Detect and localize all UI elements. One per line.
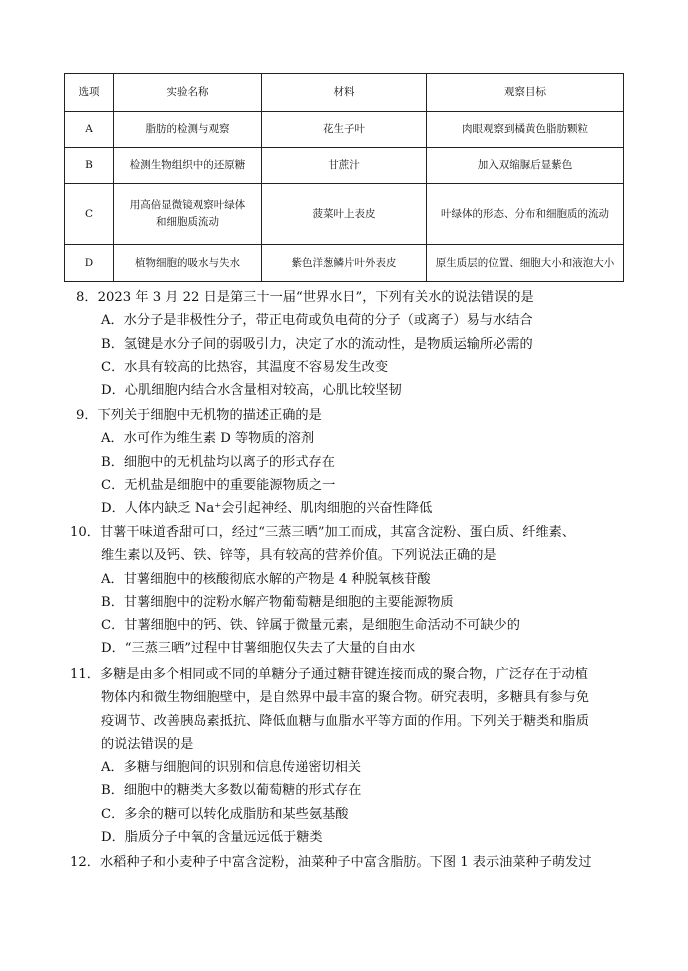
cell-option: A (65, 112, 114, 148)
question-9 (76, 404, 636, 520)
question-stem: 8．2023 年 3 月 22 日是第三十一届“世界水日”，下列有关水的说法错误的是 (76, 290, 534, 305)
option-c: C．甘薯细胞中的钙、铁、锌属于微量元素，是细胞生命活动不可缺少的 (101, 618, 520, 634)
option-d: D．心肌细胞内结合水含量相对较高，心肌比较坚韧 (101, 383, 402, 399)
cell-experiment: 植物细胞的吸水与失水 (114, 245, 262, 282)
cell-target: 原生质层的位置、细胞大小和液泡大小 (427, 245, 624, 282)
option-c: C．多余的糖可以转化成脂肪和某些氨基酸 (101, 806, 349, 822)
question-stem-cont: 维生素以及钙、铁、锌等，具有较高的营养价值。下列说法正确的是 (101, 548, 497, 564)
option-b: B．细胞中的无机盐均以离子的形式存在 (101, 454, 335, 470)
cell-option: C (65, 184, 114, 245)
table-row (65, 148, 624, 184)
option-b: B．细胞中的糖类大多数以葡萄糖的形式存在 (101, 783, 362, 799)
question-stem-cont: 物体内和微生物细胞壁中，是自然界中最丰富的聚合物。研究表明，多糖具有参与免 (101, 690, 589, 706)
option-d: D．脂质分子中氧的含量远远低于糖类 (101, 830, 323, 846)
question-10 (70, 521, 630, 661)
cell-option: B (65, 148, 114, 184)
question-stem: 12．水稻种子和小麦种子中富含淀粉，油菜种子中富含脂肪。下图 1 表示油菜种子萌发过 (70, 855, 592, 870)
question-11 (70, 663, 630, 849)
question-stem: 11．多糖是由多个相同或不同的单糖分子通过糖苷键连接而成的聚合物，广泛存在于动植 (70, 667, 588, 682)
cell-target: 叶绿体的形态、分布和细胞质的流动 (427, 184, 624, 245)
table-row (65, 112, 624, 148)
question-stem: 10．甘薯干味道香甜可口，经过“三蒸三晒”加工而成，其富含淀粉、蛋白质、纤维素、 (70, 525, 576, 540)
option-a: A．甘薯细胞中的核酸彻底水解的产物是 4 种脱氧核苷酸 (101, 571, 431, 587)
cell-experiment-line: 和细胞质流动 (156, 216, 219, 228)
table-header-row (65, 74, 624, 112)
question-stem-cont: 疫调节、改善胰岛素抵抗、降低血糖与血脂水平等方面的作用。下列关于糖类和脂质 (101, 713, 589, 729)
question-stem: 9．下列关于细胞中无机物的描述正确的是 (76, 408, 322, 423)
option-d: D．“三蒸三晒”过程中甘薯细胞仅失去了大量的自由水 (101, 641, 416, 657)
cell-experiment-line: 用高倍显微镜观察叶绿体 (129, 199, 246, 211)
option-c: C．无机盐是细胞中的重要能源物质之一 (101, 477, 336, 493)
option-a: A．多糖与细胞间的识别和信息传递密切相关 (101, 760, 362, 776)
option-b: B．甘薯细胞中的淀粉水解产物葡萄糖是细胞的主要能源物质 (101, 594, 454, 610)
option-d: D．人体内缺乏 Na⁺会引起神经、肌肉细胞的兴奋性降低 (101, 501, 433, 517)
cell-material: 甘蔗汁 (262, 148, 427, 184)
cell-material: 紫色洋葱鳞片叶外表皮 (262, 245, 427, 282)
cell-experiment (114, 184, 262, 245)
option-a: A．水分子是非极性分子，带正电荷或负电荷的分子（或离子）易与水结合 (101, 313, 533, 329)
cell-material: 花生子叶 (262, 112, 427, 148)
cell-target: 肉眼观察到橘黄色脂肪颗粒 (427, 112, 624, 148)
question-12 (70, 851, 630, 874)
option-c: C．水具有较高的比热容，其温度不容易发生改变 (101, 359, 389, 375)
experiment-table (64, 73, 624, 282)
table-row (65, 184, 624, 245)
question-stem-cont: 的说法错误的是 (101, 736, 194, 752)
table-row (65, 245, 624, 282)
cell-target: 加入双缩脲后显紫色 (427, 148, 624, 184)
question-8 (76, 286, 636, 402)
header-experiment: 实验名称 (114, 74, 262, 112)
header-option: 选项 (65, 74, 114, 112)
cell-material: 菠菜叶上表皮 (262, 184, 427, 245)
cell-experiment: 脂肪的检测与观察 (114, 112, 262, 148)
header-target: 观察目标 (427, 74, 624, 112)
header-material: 材料 (262, 74, 427, 112)
cell-experiment: 检测生物组织中的还原糖 (114, 148, 262, 184)
option-b: B．氢键是水分子间的弱吸引力，决定了水的流动性，是物质运输所必需的 (101, 336, 533, 352)
cell-option: D (65, 245, 114, 282)
option-a: A．水可作为维生素 D 等物质的溶剂 (101, 431, 315, 447)
